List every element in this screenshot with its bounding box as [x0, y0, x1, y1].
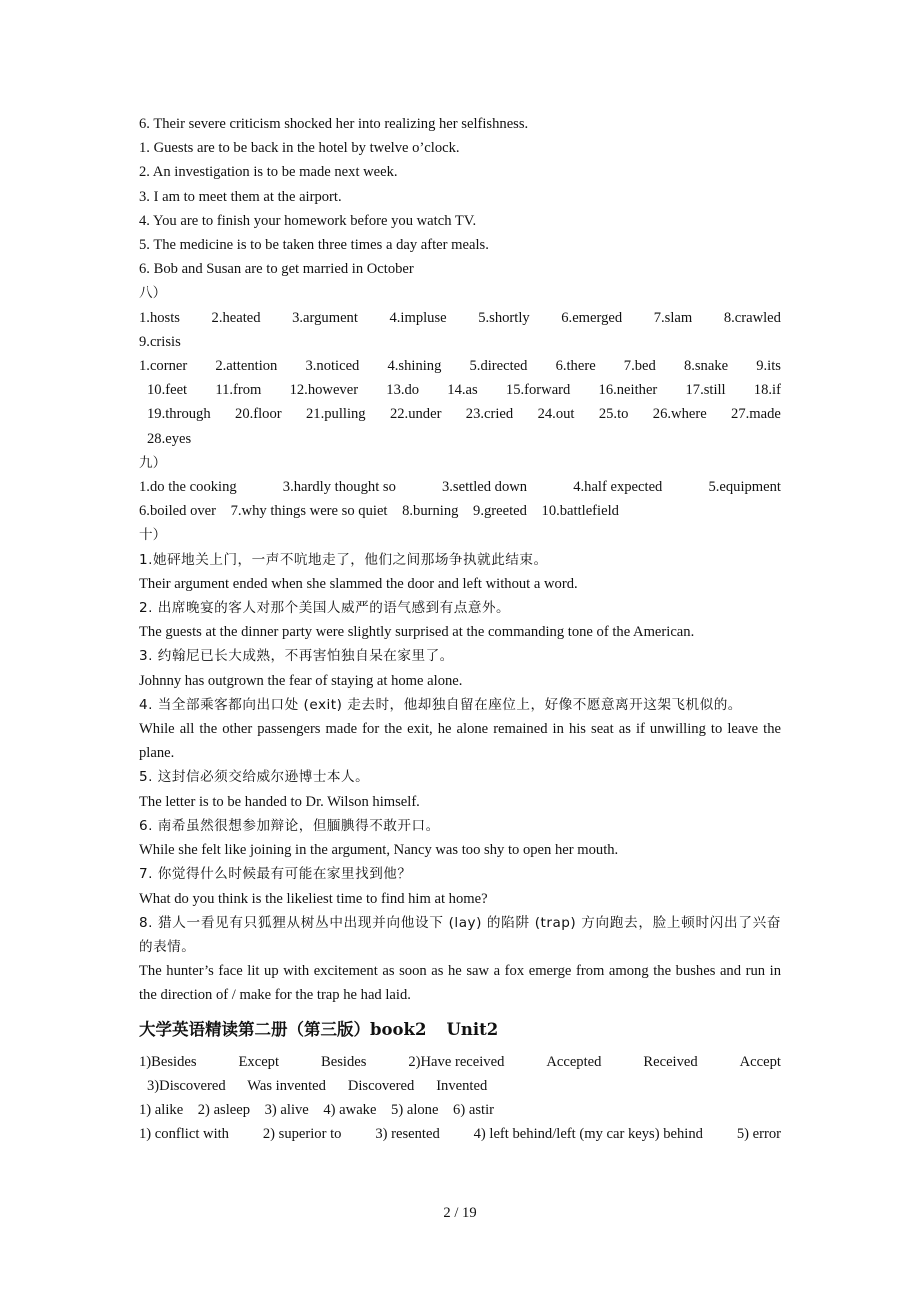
- answer-item: 20.floor: [235, 406, 282, 423]
- sentence-line: 2. An investigation is to be made next week.: [139, 164, 398, 181]
- answer-item: 8.snake: [683, 358, 729, 375]
- answer-item: 3.settled down: [441, 479, 528, 496]
- answer-item: 10.feet: [147, 382, 188, 399]
- answer-item: 6.boiled over: [139, 503, 217, 520]
- answer-item: 25.to: [598, 406, 629, 423]
- answer-item: 5.directed: [469, 358, 528, 375]
- unit-label: Unit2: [446, 1019, 499, 1039]
- chinese-sentence: 6. 南希虽然很想参加辩论，但腼腆得不敢开口。: [139, 817, 440, 834]
- answer-item: 7.bed: [623, 358, 656, 375]
- answer-item: 7.why things were so quiet: [230, 503, 388, 520]
- answer-item: 9.greeted: [473, 503, 527, 520]
- answer-item: 15.forward: [505, 382, 571, 399]
- answer-item: 3) resented: [375, 1126, 440, 1143]
- answer-item: 13.do: [386, 382, 420, 399]
- section-heading: [139, 1016, 781, 1044]
- answer-item: 14.as: [447, 382, 478, 399]
- page-number: 2 / 19: [443, 1205, 477, 1221]
- answer-item: 9.its: [756, 358, 781, 375]
- unit2-answer-row: [139, 1050, 781, 1074]
- answer-item: 26.where: [652, 406, 707, 423]
- cloze-answer-row: [139, 402, 781, 426]
- sentence-line: 3. I am to meet them at the airport.: [139, 188, 342, 205]
- section-9-header: 九）: [139, 454, 167, 471]
- answer-item: 23.cried: [465, 406, 514, 423]
- unit2-answer-row: 1) alike 2) asleep 3) alive 4) awake 5) alone 6) astir: [139, 1101, 494, 1118]
- answer-item: 4) left behind/left (my car keys) behind: [473, 1126, 703, 1143]
- sentence-line: 6. Bob and Susan are to get married in October: [139, 261, 414, 278]
- answer-item: 9.crisis: [139, 333, 181, 350]
- english-translation: Their argument ended when she slammed the door and left without a word.: [139, 575, 578, 592]
- document-page: [139, 112, 781, 1146]
- answer-item: Was invented: [247, 1077, 326, 1094]
- section-10-header: 十）: [139, 527, 167, 544]
- answer-item: 7.slam: [653, 309, 693, 326]
- answer-item: 2.attention: [215, 358, 278, 375]
- answer-item: 8.crawled: [723, 309, 781, 326]
- section-8-answer-row: [139, 306, 781, 330]
- section-8-header: 八）: [139, 285, 167, 302]
- chinese-sentence: 3. 约翰尼已长大成熟，不再害怕独自呆在家里了。: [139, 648, 454, 665]
- answer-item: 4.half expected: [573, 479, 663, 496]
- answer-item: 5) error: [736, 1126, 781, 1143]
- answer-item: 24.out: [537, 406, 575, 423]
- answer-item: Received: [643, 1053, 698, 1070]
- cloze-answer-row: [139, 378, 781, 402]
- answer-item: 5.equipment: [708, 479, 781, 496]
- english-translation: The hunter’s face lit up with excitement as soon as he saw a fox emerge from among the bushes and run in the direction of / make for the trap he had laid.: [139, 963, 781, 1004]
- answer-item: 1.do the cooking: [139, 479, 237, 496]
- answer-item: 2) superior to: [262, 1126, 342, 1143]
- chinese-sentence: 2. 出席晚宴的客人对那个美国人威严的语气感到有点意外。: [139, 600, 511, 617]
- answer-item: 28.eyes: [147, 430, 192, 447]
- sentence-list: [139, 112, 781, 281]
- unit2-answer-row: [139, 1074, 781, 1098]
- sentence-line: 6. Their severe criticism shocked her into realizing her selfishness.: [139, 116, 529, 132]
- answer-item: 10.battlefield: [541, 503, 619, 520]
- chinese-sentence: 8. 猎人一看见有只狐狸从树丛中出现并向他设下 (lay) 的陷阱 (trap) 方向跑去，脸上顿时闪出了兴奋的表情。: [139, 914, 781, 955]
- chinese-sentence: 1.她砰地关上门，一声不吭地走了，他们之间那场争执就此结束。: [139, 551, 548, 568]
- answer-item: 6.there: [555, 358, 596, 375]
- answer-item: 3.noticed: [305, 358, 360, 375]
- answer-item: 16.neither: [598, 382, 658, 399]
- answer-item: 6.emerged: [561, 309, 623, 326]
- book-title: 大学英语精读第二册（第三版）book2: [139, 1019, 427, 1039]
- sentence-line: 5. The medicine is to be taken three times a day after meals.: [139, 237, 489, 254]
- english-translation: The letter is to be handed to Dr. Wilson himself.: [139, 793, 420, 810]
- answer-item: 18.if: [753, 382, 781, 399]
- answer-item: 17.still: [685, 382, 726, 399]
- answer-item: Discovered: [347, 1077, 415, 1094]
- unit2-answer-row: [139, 1122, 781, 1146]
- answer-item: 4.impluse: [389, 309, 447, 326]
- section-9-answer-row: [139, 499, 781, 523]
- sentence-line: 4. You are to finish your homework before you watch TV.: [139, 212, 477, 229]
- translation-list: [139, 548, 781, 1008]
- answer-item: Except: [238, 1053, 280, 1070]
- english-translation: What do you think is the likeliest time to find him at home?: [139, 890, 488, 907]
- answer-item: 2.heated: [211, 309, 261, 326]
- answer-item: 8.burning: [402, 503, 459, 520]
- answer-item: 12.however: [289, 382, 359, 399]
- answer-item: 22.under: [389, 406, 442, 423]
- answer-item: 5.shortly: [478, 309, 530, 326]
- english-translation: Johnny has outgrown the fear of staying at home alone.: [139, 672, 463, 689]
- answer-item: 21.pulling: [306, 406, 366, 423]
- answer-item: 2)Have received: [408, 1053, 505, 1070]
- answer-item: Besides: [321, 1053, 367, 1070]
- answer-item: 3)Discovered: [147, 1077, 226, 1094]
- english-translation: The guests at the dinner party were slightly surprised at the commanding tone of the American.: [139, 624, 695, 641]
- answer-item: 1) conflict with: [139, 1126, 229, 1143]
- answer-item: Invented: [436, 1077, 488, 1094]
- sentence-line: 1. Guests are to be back in the hotel by twelve o’clock.: [139, 140, 460, 157]
- answer-item: 11.from: [215, 382, 262, 399]
- answer-item: 3.argument: [292, 309, 358, 326]
- answer-item: 3.hardly thought so: [282, 479, 396, 496]
- chinese-sentence: 7. 你觉得什么时候最有可能在家里找到他？: [139, 866, 412, 883]
- answer-item: 1)Besides: [139, 1053, 197, 1070]
- answer-item: 1.corner: [139, 358, 188, 375]
- chinese-sentence: 5. 这封信必须交给威尔逊博士本人。: [139, 769, 370, 786]
- answer-item: 19.through: [147, 406, 211, 423]
- answer-item: Accepted: [546, 1053, 602, 1070]
- answer-item: 4.shining: [387, 358, 442, 375]
- english-translation: While she felt like joining in the argument, Nancy was too shy to open her mouth.: [139, 842, 619, 859]
- cloze-answer-row: [139, 354, 781, 378]
- section-9-answer-row: [139, 475, 781, 499]
- chinese-sentence: 4. 当全部乘客都向出口处 (exit) 走去时，他却独自留在座位上，好像不愿意离开这架飞机似的。: [139, 696, 742, 713]
- answer-item: 27.made: [731, 406, 781, 423]
- answer-item: Accept: [739, 1053, 781, 1070]
- answer-item: 1.hosts: [139, 309, 180, 326]
- english-translation: While all the other passengers made for the exit, he alone remained in his seat as if unwilling to leave the plane.: [139, 721, 781, 762]
